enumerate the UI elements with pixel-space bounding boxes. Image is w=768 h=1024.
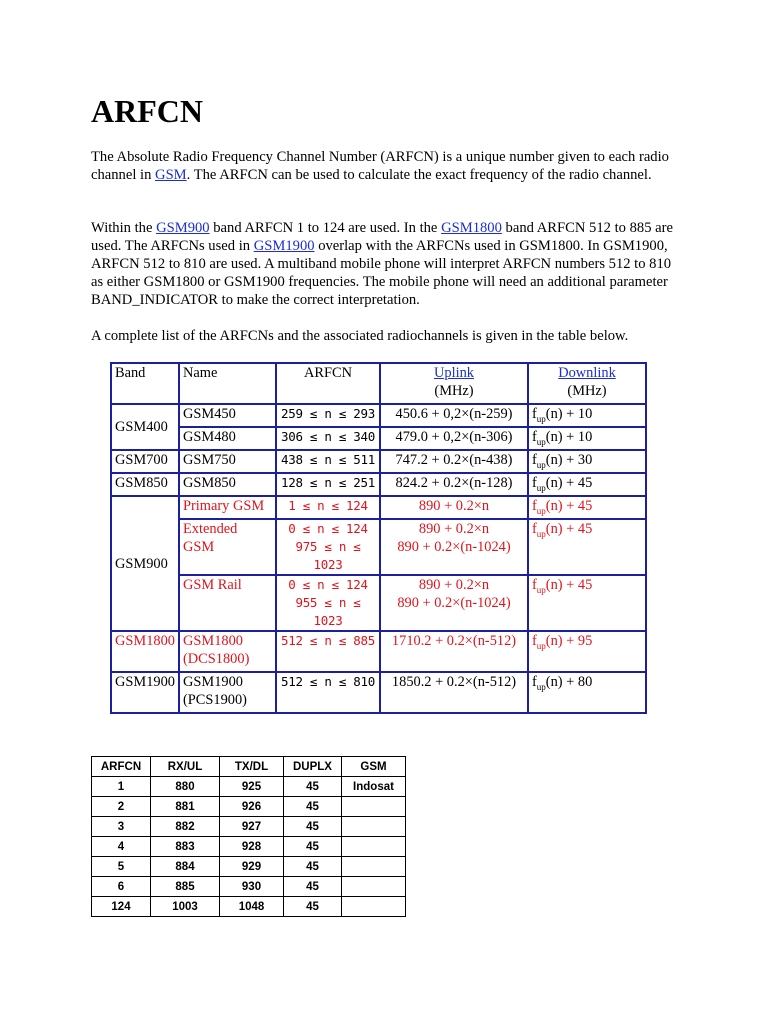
fup-symbol: f <box>532 521 537 537</box>
downlink-unit: (MHz) <box>567 383 607 399</box>
band-cell: GSM850 <box>111 473 179 496</box>
cell-duplx: 45 <box>284 897 342 917</box>
name-cell: Extended GSM <box>179 519 276 575</box>
table-row <box>111 404 646 427</box>
cell-tx-dl: 928 <box>220 837 284 857</box>
header-rx-ul: RX/UL <box>151 757 220 777</box>
fup-symbol: f <box>532 475 537 491</box>
cell-gsm <box>342 817 406 837</box>
arfcn-cell: 128 ≤ n ≤ 251 <box>276 473 380 496</box>
cell-duplx: 45 <box>284 837 342 857</box>
downlink-cell <box>528 575 646 631</box>
name-cell: GSM450 <box>179 404 276 427</box>
header-uplink <box>380 363 528 404</box>
uplink-unit: (MHz) <box>434 383 474 399</box>
cell-tx-dl: 927 <box>220 817 284 837</box>
table-row <box>111 427 646 450</box>
bands-text-2: band ARFCN 1 to 124 are used. In the <box>209 220 442 236</box>
downlink-formula: (n) + 95 <box>545 633 593 649</box>
arfcn-band-table <box>110 362 647 714</box>
fup-subscript: up <box>536 640 546 651</box>
arfcn-cell: 512 ≤ n ≤ 885 <box>276 631 380 672</box>
name-line-2: (PCS1900) <box>183 692 247 708</box>
fup-symbol: f <box>532 633 537 649</box>
cell-rx-ul: 882 <box>151 817 220 837</box>
table-row <box>92 817 406 837</box>
downlink-formula: (n) + 45 <box>545 498 593 514</box>
gsm1800-link[interactable]: GSM1800 <box>441 220 502 236</box>
downlink-cell <box>528 631 646 672</box>
name-cell: GSM480 <box>179 427 276 450</box>
cell-tx-dl: 925 <box>220 777 284 797</box>
arfcn-range-2: 975 ≤ n ≤ 1023 <box>295 539 361 572</box>
intro-paragraph <box>91 148 681 184</box>
cell-rx-ul: 885 <box>151 877 220 897</box>
cell-gsm <box>342 877 406 897</box>
table-row <box>92 877 406 897</box>
cell-rx-ul: 880 <box>151 777 220 797</box>
arfcn-cell: 259 ≤ n ≤ 293 <box>276 404 380 427</box>
uplink-link[interactable]: Uplink <box>434 365 474 381</box>
fup-symbol: f <box>532 406 537 422</box>
name-line-1: GSM1800 <box>183 633 243 649</box>
gsm-link[interactable]: GSM <box>155 167 187 183</box>
cell-rx-ul: 1003 <box>151 897 220 917</box>
cell-gsm <box>342 797 406 817</box>
gsm1900-link[interactable]: GSM1900 <box>253 238 315 254</box>
arfcn-range-1: 0 ≤ n ≤ 124 <box>288 577 368 592</box>
header-arfcn: ARFCN <box>92 757 151 777</box>
cell-tx-dl: 929 <box>220 857 284 877</box>
cell-rx-ul: 883 <box>151 837 220 857</box>
downlink-formula: (n) + 30 <box>545 452 593 468</box>
arfcn-cell: 1 ≤ n ≤ 124 <box>276 496 380 519</box>
downlink-formula: (n) + 80 <box>545 674 593 690</box>
fup-subscript: up <box>536 459 546 470</box>
cell-arfcn: 4 <box>92 837 151 857</box>
bands-paragraph <box>91 219 681 309</box>
fup-symbol: f <box>532 429 537 445</box>
band-cell: GSM900 <box>111 496 179 631</box>
table-row <box>92 897 406 917</box>
table-row <box>111 631 646 672</box>
downlink-cell <box>528 496 646 519</box>
table-row <box>111 575 646 631</box>
fup-subscript: up <box>536 584 546 595</box>
downlink-cell <box>528 672 646 713</box>
header-gsm: GSM <box>342 757 406 777</box>
cell-duplx: 45 <box>284 877 342 897</box>
name-line-2: (DCS1800) <box>183 651 250 667</box>
uplink-formula-2: 890 + 0.2×(n-1024) <box>397 595 511 611</box>
arfcn-range-1: 0 ≤ n ≤ 124 <box>288 521 368 536</box>
table-row <box>92 857 406 877</box>
intro-text-2: . The ARFCN can be used to calculate the exact frequency of the radio channel. <box>186 167 652 183</box>
downlink-cell <box>528 450 646 473</box>
fup-subscript: up <box>536 482 546 493</box>
table-row <box>111 496 646 519</box>
header-band: Band <box>111 363 179 404</box>
cell-tx-dl: 926 <box>220 797 284 817</box>
cell-arfcn: 6 <box>92 877 151 897</box>
fup-symbol: f <box>532 577 537 593</box>
downlink-formula: (n) + 10 <box>545 429 593 445</box>
name-cell: GSM750 <box>179 450 276 473</box>
name-cell <box>179 631 276 672</box>
header-downlink <box>528 363 646 404</box>
bands-text-1: Within the <box>91 220 157 236</box>
name-cell: GSM850 <box>179 473 276 496</box>
band-cell: GSM400 <box>111 404 179 450</box>
table-row <box>111 672 646 713</box>
cell-arfcn: 3 <box>92 817 151 837</box>
fup-symbol: f <box>532 452 537 468</box>
downlink-cell <box>528 473 646 496</box>
uplink-cell: 450.6 + 0,2×(n-259) <box>380 404 528 427</box>
bands-text-4: overlap with the ARFCNs used in GSM1800. In GSM1900, ARFCN 512 to 810 are used. A multiband mobile phone will interpret ARFCN numbers 512 to 810 as either GSM1800 or GSM1900 frequencies. The mobile phone will need an additional parameter BAND_INDICATOR to make the correct interpretation. <box>91 238 672 308</box>
downlink-cell <box>528 519 646 575</box>
cell-gsm <box>342 837 406 857</box>
downlink-formula: (n) + 45 <box>545 577 593 593</box>
table-row <box>111 519 646 575</box>
downlink-cell <box>528 427 646 450</box>
band-cell: GSM1900 <box>111 672 179 713</box>
arfcn-range-2: 955 ≤ n ≤ 1023 <box>295 595 361 628</box>
table-intro-paragraph: A complete list of the ARFCNs and the associated radiochannels is given in the table below. <box>91 328 629 344</box>
downlink-formula: (n) + 10 <box>545 406 593 422</box>
fup-subscript: up <box>536 413 546 424</box>
fup-subscript: up <box>536 505 546 516</box>
downlink-formula: (n) + 45 <box>545 521 593 537</box>
table-row <box>111 450 646 473</box>
header-arfcn: ARFCN <box>276 363 380 404</box>
uplink-cell: 890 + 0.2×n <box>380 496 528 519</box>
arfcn-cell <box>276 519 380 575</box>
uplink-formula-1: 890 + 0.2×n <box>418 577 490 593</box>
table-header-row <box>111 363 646 404</box>
fup-symbol: f <box>532 674 537 690</box>
intro-text-1: The Absolute Radio Frequency Channel Number (ARFCN) is a unique number given to each radio channel in <box>91 149 669 183</box>
arfcn-cell: 438 ≤ n ≤ 511 <box>276 450 380 473</box>
cell-gsm: Indosat <box>342 777 406 797</box>
name-cell: Primary GSM <box>179 496 276 519</box>
uplink-formula-2: 890 + 0.2×(n-1024) <box>397 539 511 555</box>
cell-arfcn: 5 <box>92 857 151 877</box>
arfcn-cell: 512 ≤ n ≤ 810 <box>276 672 380 713</box>
cell-duplx: 45 <box>284 817 342 837</box>
cell-tx-dl: 930 <box>220 877 284 897</box>
uplink-cell: 747.2 + 0.2×(n-438) <box>380 450 528 473</box>
cell-duplx: 45 <box>284 857 342 877</box>
gsm900-link[interactable]: GSM900 <box>156 220 210 236</box>
cell-tx-dl: 1048 <box>220 897 284 917</box>
cell-duplx: 45 <box>284 777 342 797</box>
cell-arfcn: 2 <box>92 797 151 817</box>
cell-rx-ul: 884 <box>151 857 220 877</box>
table-row <box>92 837 406 857</box>
uplink-cell <box>380 575 528 631</box>
arfcn-frequency-table <box>91 756 406 917</box>
small-table-header-row <box>92 757 406 777</box>
band-cell: GSM700 <box>111 450 179 473</box>
cell-gsm <box>342 897 406 917</box>
fup-subscript: up <box>536 436 546 447</box>
uplink-cell: 824.2 + 0.2×(n-128) <box>380 473 528 496</box>
arfcn-cell <box>276 575 380 631</box>
downlink-formula: (n) + 45 <box>545 475 593 491</box>
page-title: ARFCN <box>91 93 203 129</box>
fup-symbol: f <box>532 498 537 514</box>
band-cell: GSM1800 <box>111 631 179 672</box>
name-cell <box>179 672 276 713</box>
uplink-cell: 1850.2 + 0.2×(n-512) <box>380 672 528 713</box>
bands-text-3: band ARFCN 512 to 885 are used. The ARFCNs used in <box>91 220 673 254</box>
fup-subscript: up <box>536 528 546 539</box>
header-name: Name <box>179 363 276 404</box>
fup-subscript: up <box>536 681 546 692</box>
header-tx-dl: TX/DL <box>220 757 284 777</box>
uplink-cell <box>380 519 528 575</box>
downlink-cell <box>528 404 646 427</box>
cell-duplx: 45 <box>284 797 342 817</box>
cell-gsm <box>342 857 406 877</box>
uplink-cell: 479.0 + 0,2×(n-306) <box>380 427 528 450</box>
cell-arfcn: 1 <box>92 777 151 797</box>
uplink-formula-1: 890 + 0.2×n <box>418 521 490 537</box>
name-line-1: GSM1900 <box>183 674 243 690</box>
downlink-link[interactable]: Downlink <box>558 365 616 381</box>
cell-arfcn: 124 <box>92 897 151 917</box>
table-row <box>92 777 406 797</box>
uplink-cell: 1710.2 + 0.2×(n-512) <box>380 631 528 672</box>
table-row <box>92 797 406 817</box>
arfcn-cell: 306 ≤ n ≤ 340 <box>276 427 380 450</box>
header-duplx: DUPLX <box>284 757 342 777</box>
cell-rx-ul: 881 <box>151 797 220 817</box>
name-cell: GSM Rail <box>179 575 276 631</box>
table-row <box>111 473 646 496</box>
